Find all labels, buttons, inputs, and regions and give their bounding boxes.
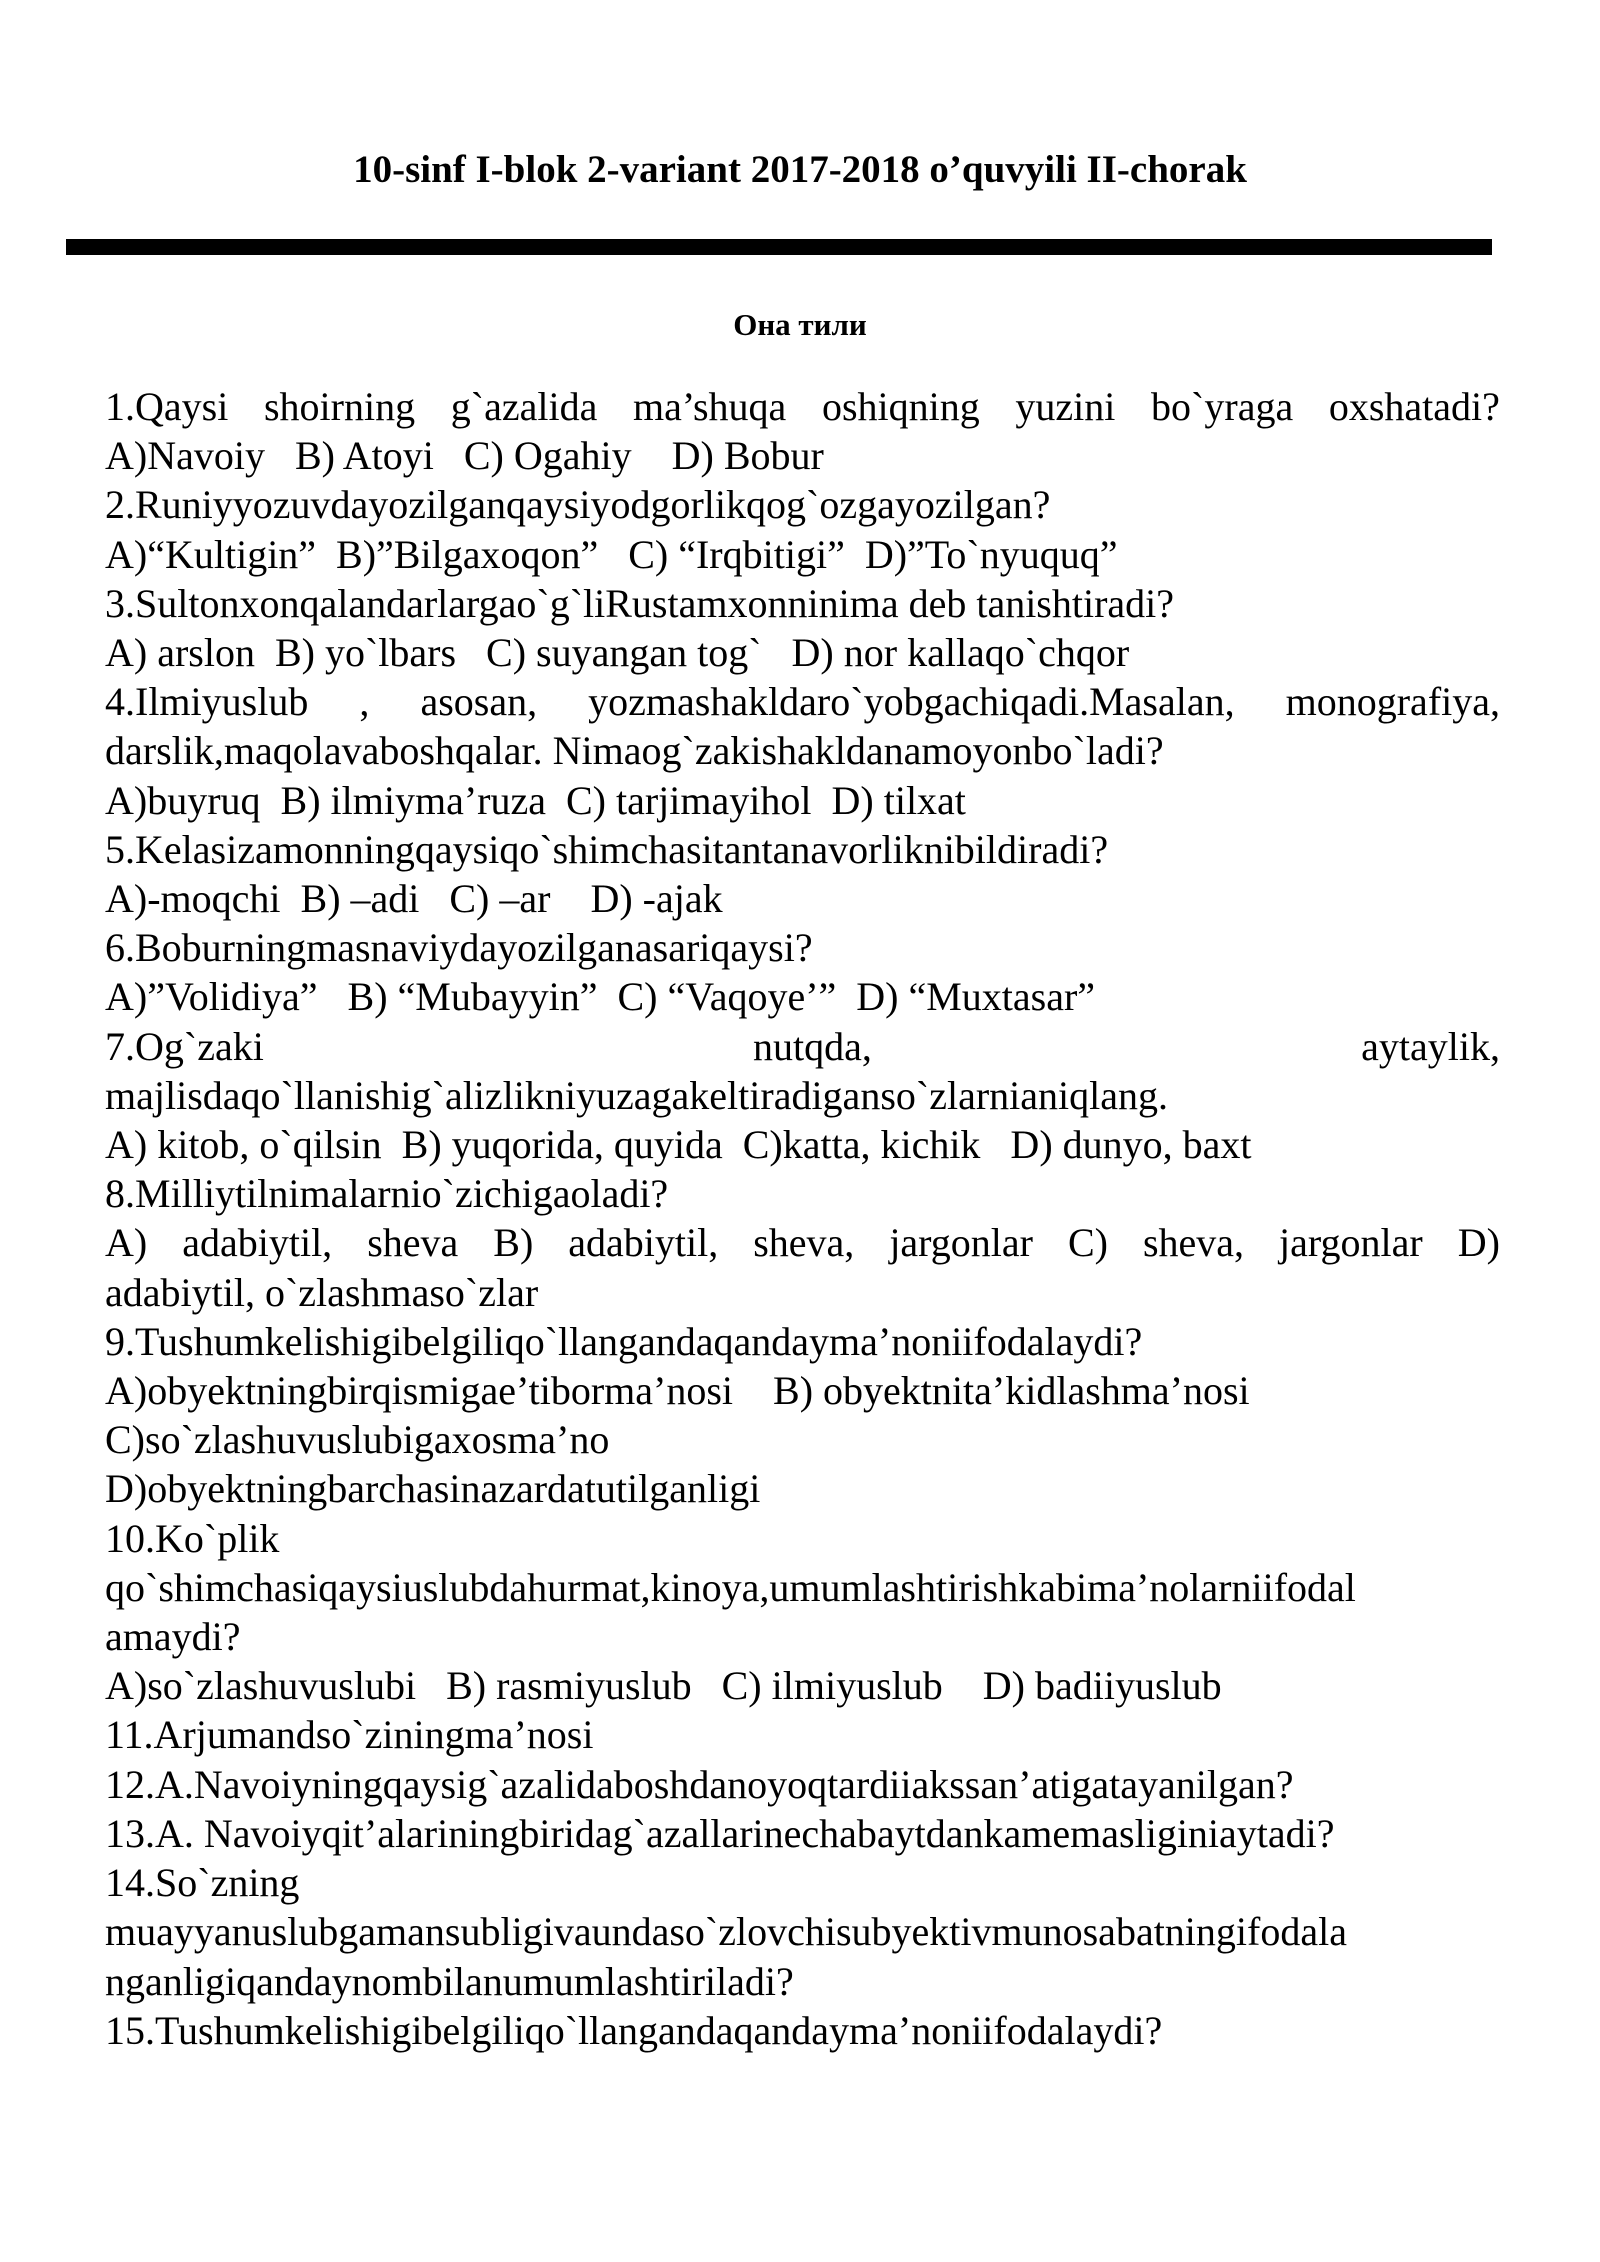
word-span: , [359,679,370,725]
text-line: A)buyruq B) ilmiyma’ruza C) tarjimayihol D) tilxat [105,777,966,823]
word-span: 1.Qaysi [105,384,229,429]
text-line: 10.Ko`plik [105,1515,280,1561]
word-span: adabiytil, [182,1220,333,1266]
divider-bar [66,239,1492,255]
word-span: ma’shuqa [632,384,787,429]
text-line: nganligiqandaynombilanumumlashtiriladi? [105,1958,794,2004]
text-line: 9.Tushumkelishigibelgiliqo`llangandaqandayma’noniifodalaydi? [105,1318,1143,1364]
text-line [105,382,1500,431]
text-line: A)”Volidiya” B) “Mubayyin” C) “Vaqoye’” D) “Muxtasar” [105,974,1096,1020]
text-line: A) arslon B) yo`lbars C) suyangan tog` D) nor kallaqo`chqor [105,630,1130,676]
text-line: 8.Milliytilnimalarnio`zichigaoladi? [105,1171,669,1217]
text-line: A)so`zlashuvuslubi B) rasmiyuslub C) ilmiyuslub D) badiiyuslub [105,1663,1222,1709]
text-line: A)-moqchi B) –adi C) –ar D) -ajak [105,876,723,922]
text-line: 2.Runiyyozuvdayozilganqaysiyodgorlikqog`ozgayozilgan? [105,482,1051,528]
text-line: 12.A.Navoiyningqaysig`azalidaboshdanoyoqtardiiakssan’atigatayanilgan? [105,1761,1294,1807]
text-line: 5.Kelasizamonningqaysiqo`shimchasitantanavorliknibildiradi? [105,826,1109,872]
word-span: aytaylik, [1361,1023,1500,1069]
word-span: yozmashakldaro`yobgachiqadi.Masalan, [588,679,1235,725]
word-span: g`azalida [450,384,598,429]
text-line: A)obyektningbirqismigae’tiborma’nosi B) obyektnita’kidlashma’nosi [105,1368,1250,1414]
text-line: majlisdaqo`llanishig`alizlikniyuzagakeltiradiganso`zlarnianiqlang. [105,1072,1168,1118]
word-span: A) [105,1220,148,1266]
word-span: 7.Og`zaki [105,1023,264,1069]
word-span: sheva, [1142,1220,1245,1266]
text-line: 11.Arjumandso`ziningma’nosi [105,1712,594,1758]
word-span: jargonlar [1279,1220,1423,1266]
text-line: 15.Tushumkelishigibelgiliqo`llangandaqandayma’noniifodalaydi? [105,2007,1163,2053]
word-span: adabiytil, [568,1220,719,1266]
text-line [105,677,1500,726]
word-span: oshiqning [821,384,980,429]
text-line [105,1022,1500,1071]
word-span: jargonlar [889,1220,1033,1266]
word-span: sheva, [753,1220,855,1266]
page-title: 10-sinf I-blok 2-variant 2017-2018 o’quvyili II-chorak [353,148,1247,191]
word-span: asosan, [420,679,538,725]
section-heading: Она тили [733,307,867,342]
word-span: D) [1457,1220,1500,1266]
word-span: C) [1067,1220,1108,1266]
text-line: 13.A. Navoiyqit’alariningbiridag`azallarinechabaytdankamemasliginiaytadi? [105,1810,1335,1856]
text-line: A) kitob, o`qilsin B) yuqorida, quyida C)katta, kichik D) dunyo, baxt [105,1122,1252,1168]
text-line: amaydi? [105,1614,241,1660]
word-span: shoirning [263,384,416,429]
text-line: A)“Kultigin” B)”Bilgaxoqon” C) “Irqbitigi” D)”To`nyuquq” [105,531,1118,577]
word-span: nutqda, [753,1023,872,1069]
text-line: muayyanuslubgamansubligivaundaso`zlovchisubyektivmunosabatningifodala [105,1909,1347,1955]
word-span: monografiya, [1285,679,1500,725]
word-span: oxshatadi? [1328,384,1500,429]
text-line: A)Navoiy B) Atoyi C) Ogahiy D) Bobur [105,433,824,479]
text-line: C)so`zlashuvuslubigaxosma’no [105,1417,610,1463]
text-line: D)obyektningbarchasinazardatutilganligi [105,1466,761,1512]
word-span: B) [493,1220,534,1266]
text-line: adabiytil, o`zlashmaso`zlar [105,1269,539,1315]
text-line: darslik,maqolavaboshqalar. Nimaog`zakishakldanamoyonbo`ladi? [105,728,1164,774]
text-line: 14.So`zning [105,1860,300,1906]
text-line [105,1218,1500,1267]
text-line: 6.Boburningmasnaviydayozilganasariqaysi? [105,925,813,971]
question-text-block [105,382,1500,2055]
word-span: bo`yraga [1151,384,1294,429]
text-line: 3.Sultonxonqalandarlargao`g`liRustamxonninima deb tanishtiradi? [105,580,1175,626]
word-span: yuzini [1015,384,1116,429]
word-span: sheva [367,1220,459,1266]
text-line: qo`shimchasiqaysiuslubdahurmat,kinoya,umumlashtirishkabima’nolarniifodal [105,1564,1356,1610]
word-span: 4.Ilmiyuslub [105,679,309,725]
